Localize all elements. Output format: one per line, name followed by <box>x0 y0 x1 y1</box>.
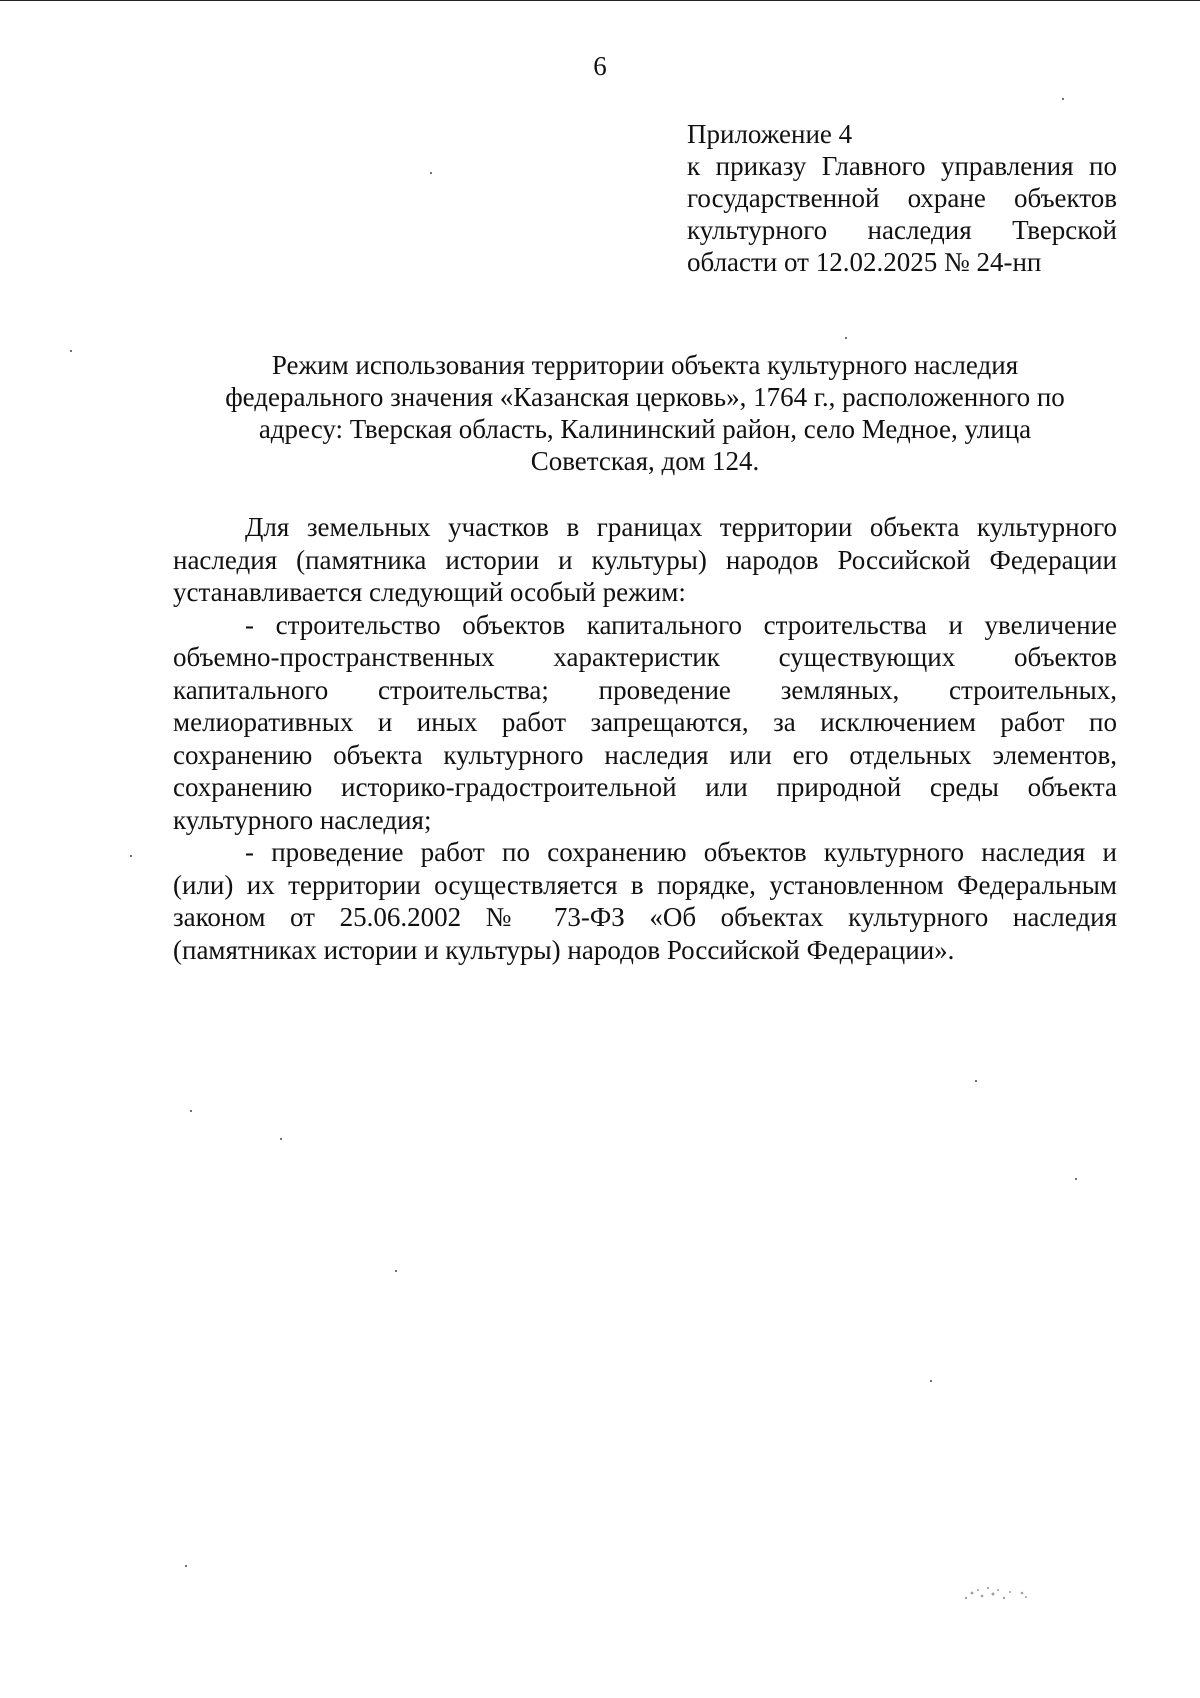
paragraph-line: законом от 25.06.2002 № 73-ФЗ «Об объектах культурного наследия <box>173 902 1117 932</box>
paragraph-line: сохранению историко-градостроительной или природной среды объекта <box>173 772 1117 802</box>
scan-speck <box>280 1138 282 1140</box>
scan-speck <box>1075 1178 1077 1180</box>
title-line: федерального значения «Казанская церковь», 1764 г., расположенного по <box>225 382 1065 412</box>
scan-speck <box>430 172 432 174</box>
scan-speck <box>70 350 72 352</box>
paragraph-line: (памятниках истории и культуры) народов Российской Федерации». <box>173 934 955 965</box>
scan-top-edge <box>0 0 1200 1</box>
title-line: Советская, дом 124. <box>530 446 760 476</box>
scan-speck <box>185 1565 187 1567</box>
scan-speck <box>130 855 132 857</box>
scan-speck <box>1062 98 1064 100</box>
title-line: Режим использования территории объекта культурного наследия <box>271 350 1019 380</box>
paragraph-line: - проведение работ по сохранению объектов культурного наследия и <box>245 837 1117 867</box>
appendix-line: к приказу Главного управления по <box>687 151 1117 181</box>
paragraph-line: сохранению объекта культурного наследия или его отдельных элементов, <box>173 739 1117 770</box>
paragraph-line: культурного наследия; <box>173 804 432 835</box>
scan-speck <box>930 1380 932 1382</box>
paragraph-line: Для земельных участков в границах территории объекта культурного <box>245 512 1117 542</box>
appendix-reference <box>687 118 1117 278</box>
paragraph-line: мелиоративных и иных работ запрещаются, за исключением работ по <box>173 707 1117 737</box>
appendix-line: Приложение 4 <box>687 119 853 149</box>
ink-smudge-icon <box>960 1578 1050 1608</box>
title-line: адресу: Тверская область, Калининский район, село Медное, улица <box>258 414 1032 444</box>
document-title <box>150 349 1140 477</box>
scan-speck <box>395 1270 397 1272</box>
appendix-line: области от 12.02.2025 № 24-нп <box>687 247 1042 277</box>
page-number: 6 <box>593 51 607 81</box>
regime-item-preservation <box>173 836 1117 966</box>
appendix-line: культурного наследия Тверской <box>687 215 1117 245</box>
document-body <box>173 511 1117 966</box>
intro-paragraph <box>173 511 1117 609</box>
paragraph-line: капитального строительства; проведение земляных, строительных, <box>173 674 1117 705</box>
scan-speck <box>190 1110 192 1112</box>
paragraph-line: - строительство объектов капитального строительства и увеличение <box>245 609 1117 640</box>
scan-speck <box>975 1080 977 1082</box>
paragraph-line: устанавливается следующий особый режим: <box>173 577 686 607</box>
paragraph-line: (или) их территории осуществляется в порядке, установленном Федеральным <box>173 869 1117 900</box>
scan-speck <box>845 337 847 339</box>
paragraph-line: объемно-пространственных характеристик существующих объектов <box>173 642 1117 672</box>
regime-item-construction <box>173 609 1117 837</box>
paragraph-line: наследия (памятника истории и культуры) народов Российской Федерации <box>173 544 1117 575</box>
appendix-line: государственной охране объектов <box>687 183 1117 213</box>
